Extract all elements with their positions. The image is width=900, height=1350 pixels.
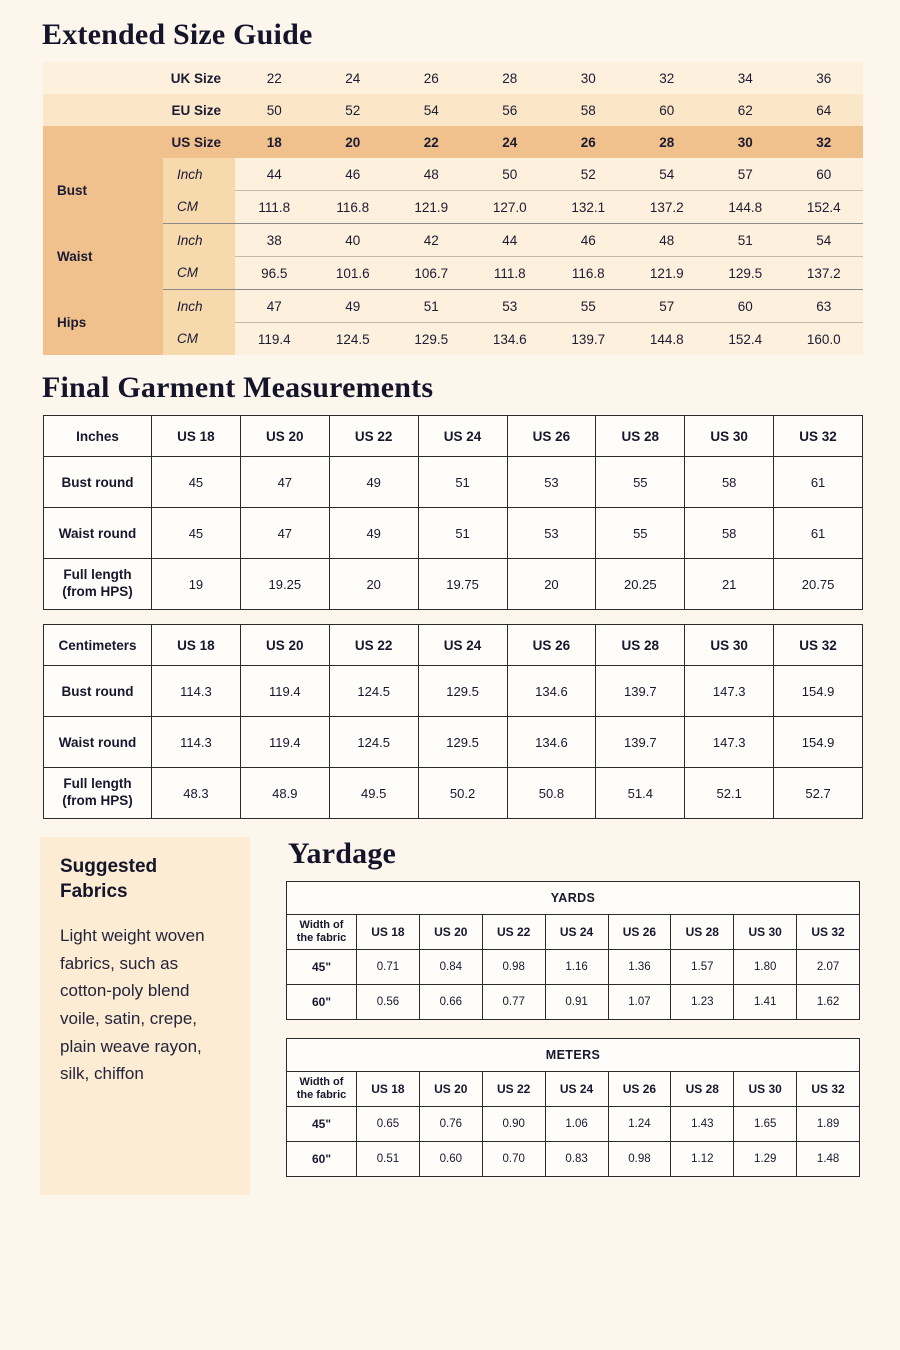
- cell: 53: [507, 508, 596, 559]
- yardage-section: [286, 837, 860, 1195]
- cell: 154.9: [774, 666, 863, 717]
- cell: 51: [418, 457, 507, 508]
- cell: 147.3: [685, 666, 774, 717]
- cell: 54: [392, 94, 471, 126]
- table-row-hips-inch: [43, 290, 863, 323]
- table-row-bust-inch: [43, 158, 863, 191]
- yardage-meters-table: [286, 1038, 860, 1177]
- cell: 129.5: [418, 717, 507, 768]
- cell: 0.66: [419, 985, 482, 1020]
- cell: 119.4: [235, 323, 314, 356]
- cell: 45: [152, 508, 241, 559]
- cell: 137.2: [628, 191, 707, 224]
- cell: 144.8: [628, 323, 707, 356]
- table-row: [287, 1107, 860, 1142]
- column-header: US 20: [240, 416, 329, 457]
- row-label-eu-size: EU Size: [43, 94, 235, 126]
- cell: 48.9: [240, 768, 329, 819]
- cell: 55: [596, 508, 685, 559]
- suggested-fabrics-body: Light weight woven fabrics, such as cotton-poly blend voile, satin, crepe, plain weave rayon, silk, chiffon: [60, 926, 205, 1084]
- column-header: US 22: [482, 915, 545, 950]
- table-banner-row: [287, 1039, 860, 1072]
- cell: 0.60: [419, 1142, 482, 1177]
- cell: 51: [392, 290, 471, 323]
- cell: 0.91: [545, 985, 608, 1020]
- table-row-bust-cm: [43, 191, 863, 224]
- cell: 62: [706, 94, 785, 126]
- cell: 134.6: [507, 717, 596, 768]
- column-header: US 26: [507, 416, 596, 457]
- row-label-full-length: [44, 559, 152, 610]
- column-header: US 22: [329, 416, 418, 457]
- cell: 0.70: [482, 1142, 545, 1177]
- cell: 49: [329, 457, 418, 508]
- cell: 52.7: [774, 768, 863, 819]
- cell: 116.8: [314, 191, 393, 224]
- row-label-waist-round: Waist round: [44, 717, 152, 768]
- cell: 147.3: [685, 717, 774, 768]
- cell: 44: [471, 224, 550, 257]
- table-header-row: [44, 416, 863, 457]
- column-header: US 32: [774, 416, 863, 457]
- cell: 49: [329, 508, 418, 559]
- extended-size-guide-table: [43, 62, 863, 355]
- cell: 116.8: [549, 257, 628, 290]
- cell: 129.5: [418, 666, 507, 717]
- suggested-fabrics-heading-line1: Suggested: [60, 856, 158, 877]
- column-header: US 26: [507, 625, 596, 666]
- column-header: US 28: [596, 625, 685, 666]
- cell: 2.07: [797, 950, 860, 985]
- cell: 28: [471, 62, 550, 94]
- cell: 60: [706, 290, 785, 323]
- yards-banner: YARDS: [287, 882, 860, 915]
- cell: 51: [418, 508, 507, 559]
- table-row-uk-size: [43, 62, 863, 94]
- table-banner-row: [287, 882, 860, 915]
- cell: 48.3: [152, 768, 241, 819]
- cell: 129.5: [392, 323, 471, 356]
- cell: 50.2: [418, 768, 507, 819]
- cell: 36: [785, 62, 864, 94]
- cell: 1.62: [797, 985, 860, 1020]
- table-row: [44, 508, 863, 559]
- cell: 139.7: [549, 323, 628, 356]
- cell: 20: [314, 126, 393, 158]
- cell: 55: [549, 290, 628, 323]
- column-header: US 18: [152, 625, 241, 666]
- cell: 124.5: [314, 323, 393, 356]
- column-header: US 20: [240, 625, 329, 666]
- column-header: US 24: [418, 625, 507, 666]
- column-header: US 26: [608, 915, 671, 950]
- table-row-eu-size: [43, 94, 863, 126]
- cell: 1.65: [734, 1107, 797, 1142]
- cell: 61: [774, 457, 863, 508]
- final-garment-title: Final Garment Measurements: [42, 371, 434, 404]
- cell: 53: [471, 290, 550, 323]
- cell: 30: [549, 62, 628, 94]
- cell: 0.84: [419, 950, 482, 985]
- width-header-line1: Width of: [299, 918, 344, 931]
- cell: 32: [628, 62, 707, 94]
- cell: 0.98: [608, 1142, 671, 1177]
- cell: 64: [785, 94, 864, 126]
- cell: 50: [235, 94, 314, 126]
- cell: 34: [706, 62, 785, 94]
- final-garment-centimeters-table: [43, 624, 863, 819]
- cell: 96.5: [235, 257, 314, 290]
- cell: 32: [785, 126, 864, 158]
- fabric-width-label: 45": [287, 950, 357, 985]
- table-header-row: [287, 1072, 860, 1107]
- table-row-waist-cm: [43, 257, 863, 290]
- cell: 40: [314, 224, 393, 257]
- cell: 1.24: [608, 1107, 671, 1142]
- cell: 121.9: [628, 257, 707, 290]
- unit-label-cm: CM: [163, 323, 235, 356]
- cell: 19: [152, 559, 241, 610]
- cell: 49.5: [329, 768, 418, 819]
- table-row: [44, 559, 863, 610]
- cell: 0.90: [482, 1107, 545, 1142]
- cell: 134.6: [471, 323, 550, 356]
- column-header: US 32: [797, 1072, 860, 1107]
- column-header: US 28: [671, 1072, 734, 1107]
- column-header: US 32: [774, 625, 863, 666]
- cell: 26: [549, 126, 628, 158]
- row-label-full-length: [44, 768, 152, 819]
- measurement-label-hips: Hips: [43, 290, 163, 356]
- cell: 1.48: [797, 1142, 860, 1177]
- cell: 20: [329, 559, 418, 610]
- row-label-waist-round: Waist round: [44, 508, 152, 559]
- cell: 52: [314, 94, 393, 126]
- cell: 57: [706, 158, 785, 191]
- cell: 1.06: [545, 1107, 608, 1142]
- unit-label-inch: Inch: [163, 224, 235, 257]
- cell: 42: [392, 224, 471, 257]
- table-header-row: [287, 915, 860, 950]
- cell: 47: [240, 457, 329, 508]
- table-row-us-size: [43, 126, 863, 158]
- cell: 139.7: [596, 717, 685, 768]
- cell: 45: [152, 457, 241, 508]
- cell: 20.25: [596, 559, 685, 610]
- column-header: US 18: [357, 915, 420, 950]
- cell: 119.4: [240, 717, 329, 768]
- unit-label-inch: Inch: [163, 158, 235, 191]
- column-header: US 24: [545, 915, 608, 950]
- column-header: US 30: [685, 625, 774, 666]
- cell: 119.4: [240, 666, 329, 717]
- cell: 152.4: [785, 191, 864, 224]
- column-header: US 22: [329, 625, 418, 666]
- cell: 26: [392, 62, 471, 94]
- cell: 49: [314, 290, 393, 323]
- cell: 20.75: [774, 559, 863, 610]
- width-header-line2: the fabric: [296, 1089, 347, 1101]
- cell: 0.76: [419, 1107, 482, 1142]
- cell: 47: [235, 290, 314, 323]
- cell: 56: [471, 94, 550, 126]
- table-row: [287, 1142, 860, 1177]
- table-row: [44, 666, 863, 717]
- cell: 60: [628, 94, 707, 126]
- table-row: [287, 985, 860, 1020]
- cell: 152.4: [706, 323, 785, 356]
- row-label-full-length-line2: (from HPS): [62, 793, 133, 808]
- cell: 54: [785, 224, 864, 257]
- row-label-bust-round: Bust round: [44, 457, 152, 508]
- table-row: [44, 457, 863, 508]
- unit-label-inch: Inch: [163, 290, 235, 323]
- column-header: US 32: [797, 915, 860, 950]
- cell: 1.41: [734, 985, 797, 1020]
- meters-banner: METERS: [287, 1039, 860, 1072]
- row-label-us-size: US Size: [43, 126, 235, 158]
- cell: 51.4: [596, 768, 685, 819]
- cell: 47: [240, 508, 329, 559]
- column-header: US 18: [357, 1072, 420, 1107]
- cell: 44: [235, 158, 314, 191]
- column-header: US 18: [152, 416, 241, 457]
- cell: 0.56: [357, 985, 420, 1020]
- page-title: Extended Size Guide: [42, 18, 313, 51]
- cell: 61: [774, 508, 863, 559]
- unit-label-cm: CM: [163, 257, 235, 290]
- cell: 48: [392, 158, 471, 191]
- width-of-fabric-header: [287, 915, 357, 950]
- cell: 127.0: [471, 191, 550, 224]
- cell: 50: [471, 158, 550, 191]
- fabric-width-label: 60": [287, 1142, 357, 1177]
- cell: 154.9: [774, 717, 863, 768]
- row-label-full-length-line2: (from HPS): [62, 584, 133, 599]
- column-header: US 24: [418, 416, 507, 457]
- cell: 0.83: [545, 1142, 608, 1177]
- table-row-waist-inch: [43, 224, 863, 257]
- cell: 137.2: [785, 257, 864, 290]
- width-header-line2: the fabric: [296, 932, 347, 944]
- cell: 50.8: [507, 768, 596, 819]
- cell: 28: [628, 126, 707, 158]
- cell: 124.5: [329, 666, 418, 717]
- cell: 0.51: [357, 1142, 420, 1177]
- cell: 1.16: [545, 950, 608, 985]
- row-label-full-length-line1: Full length: [63, 567, 132, 583]
- cell: 18: [235, 126, 314, 158]
- cell: 124.5: [329, 717, 418, 768]
- suggested-fabrics-heading-line2: Fabrics: [60, 880, 128, 902]
- column-header: US 28: [671, 915, 734, 950]
- cell: 51: [706, 224, 785, 257]
- cell: 114.3: [152, 717, 241, 768]
- column-header: US 20: [419, 915, 482, 950]
- unit-header-centimeters: Centimeters: [44, 625, 152, 666]
- cell: 22: [392, 126, 471, 158]
- measurement-label-bust: Bust: [43, 158, 163, 224]
- column-header: US 26: [608, 1072, 671, 1107]
- cell: 134.6: [507, 666, 596, 717]
- row-label-full-length-line1: Full length: [63, 776, 132, 792]
- cell: 57: [628, 290, 707, 323]
- fabric-width-label: 45": [287, 1107, 357, 1142]
- cell: 0.71: [357, 950, 420, 985]
- cell: 1.07: [608, 985, 671, 1020]
- cell: 0.77: [482, 985, 545, 1020]
- cell: 54: [628, 158, 707, 191]
- table-row-hips-cm: [43, 323, 863, 356]
- fabric-width-label: 60": [287, 985, 357, 1020]
- cell: 111.8: [235, 191, 314, 224]
- cell: 1.80: [734, 950, 797, 985]
- cell: 1.43: [671, 1107, 734, 1142]
- row-label-uk-size: UK Size: [43, 62, 235, 94]
- table-row: [287, 950, 860, 985]
- cell: 46: [314, 158, 393, 191]
- column-header: US 30: [734, 915, 797, 950]
- cell: 20: [507, 559, 596, 610]
- cell: 106.7: [392, 257, 471, 290]
- suggested-fabrics-heading: [60, 855, 230, 904]
- cell: 30: [706, 126, 785, 158]
- cell: 1.57: [671, 950, 734, 985]
- table-header-row: [44, 625, 863, 666]
- cell: 58: [685, 457, 774, 508]
- cell: 101.6: [314, 257, 393, 290]
- cell: 129.5: [706, 257, 785, 290]
- cell: 121.9: [392, 191, 471, 224]
- cell: 55: [596, 457, 685, 508]
- cell: 1.89: [797, 1107, 860, 1142]
- table-row: [44, 717, 863, 768]
- column-header: US 30: [734, 1072, 797, 1107]
- cell: 1.12: [671, 1142, 734, 1177]
- yardage-yards-table: [286, 881, 860, 1020]
- cell: 58: [549, 94, 628, 126]
- column-header: US 20: [419, 1072, 482, 1107]
- cell: 0.98: [482, 950, 545, 985]
- cell: 111.8: [471, 257, 550, 290]
- column-header: US 28: [596, 416, 685, 457]
- yardage-title: Yardage: [288, 837, 397, 870]
- cell: 38: [235, 224, 314, 257]
- unit-label-cm: CM: [163, 191, 235, 224]
- table-row: [44, 768, 863, 819]
- cell: 60: [785, 158, 864, 191]
- cell: 132.1: [549, 191, 628, 224]
- final-garment-inches-table: [43, 415, 863, 610]
- cell: 139.7: [596, 666, 685, 717]
- cell: 63: [785, 290, 864, 323]
- cell: 1.36: [608, 950, 671, 985]
- cell: 24: [471, 126, 550, 158]
- cell: 160.0: [785, 323, 864, 356]
- cell: 52.1: [685, 768, 774, 819]
- cell: 19.25: [240, 559, 329, 610]
- cell: 58: [685, 508, 774, 559]
- cell: 19.75: [418, 559, 507, 610]
- cell: 46: [549, 224, 628, 257]
- cell: 144.8: [706, 191, 785, 224]
- cell: 24: [314, 62, 393, 94]
- cell: 0.65: [357, 1107, 420, 1142]
- unit-header-inches: Inches: [44, 416, 152, 457]
- column-header: US 24: [545, 1072, 608, 1107]
- cell: 1.29: [734, 1142, 797, 1177]
- cell: 22: [235, 62, 314, 94]
- bottom-section: [40, 837, 860, 1195]
- column-header: US 22: [482, 1072, 545, 1107]
- row-label-bust-round: Bust round: [44, 666, 152, 717]
- column-header: US 30: [685, 416, 774, 457]
- cell: 52: [549, 158, 628, 191]
- cell: 53: [507, 457, 596, 508]
- cell: 114.3: [152, 666, 241, 717]
- width-of-fabric-header: [287, 1072, 357, 1107]
- cell: 21: [685, 559, 774, 610]
- measurement-label-waist: Waist: [43, 224, 163, 290]
- cell: 1.23: [671, 985, 734, 1020]
- width-header-line1: Width of: [299, 1075, 344, 1088]
- suggested-fabrics-panel: [40, 837, 250, 1195]
- cell: 48: [628, 224, 707, 257]
